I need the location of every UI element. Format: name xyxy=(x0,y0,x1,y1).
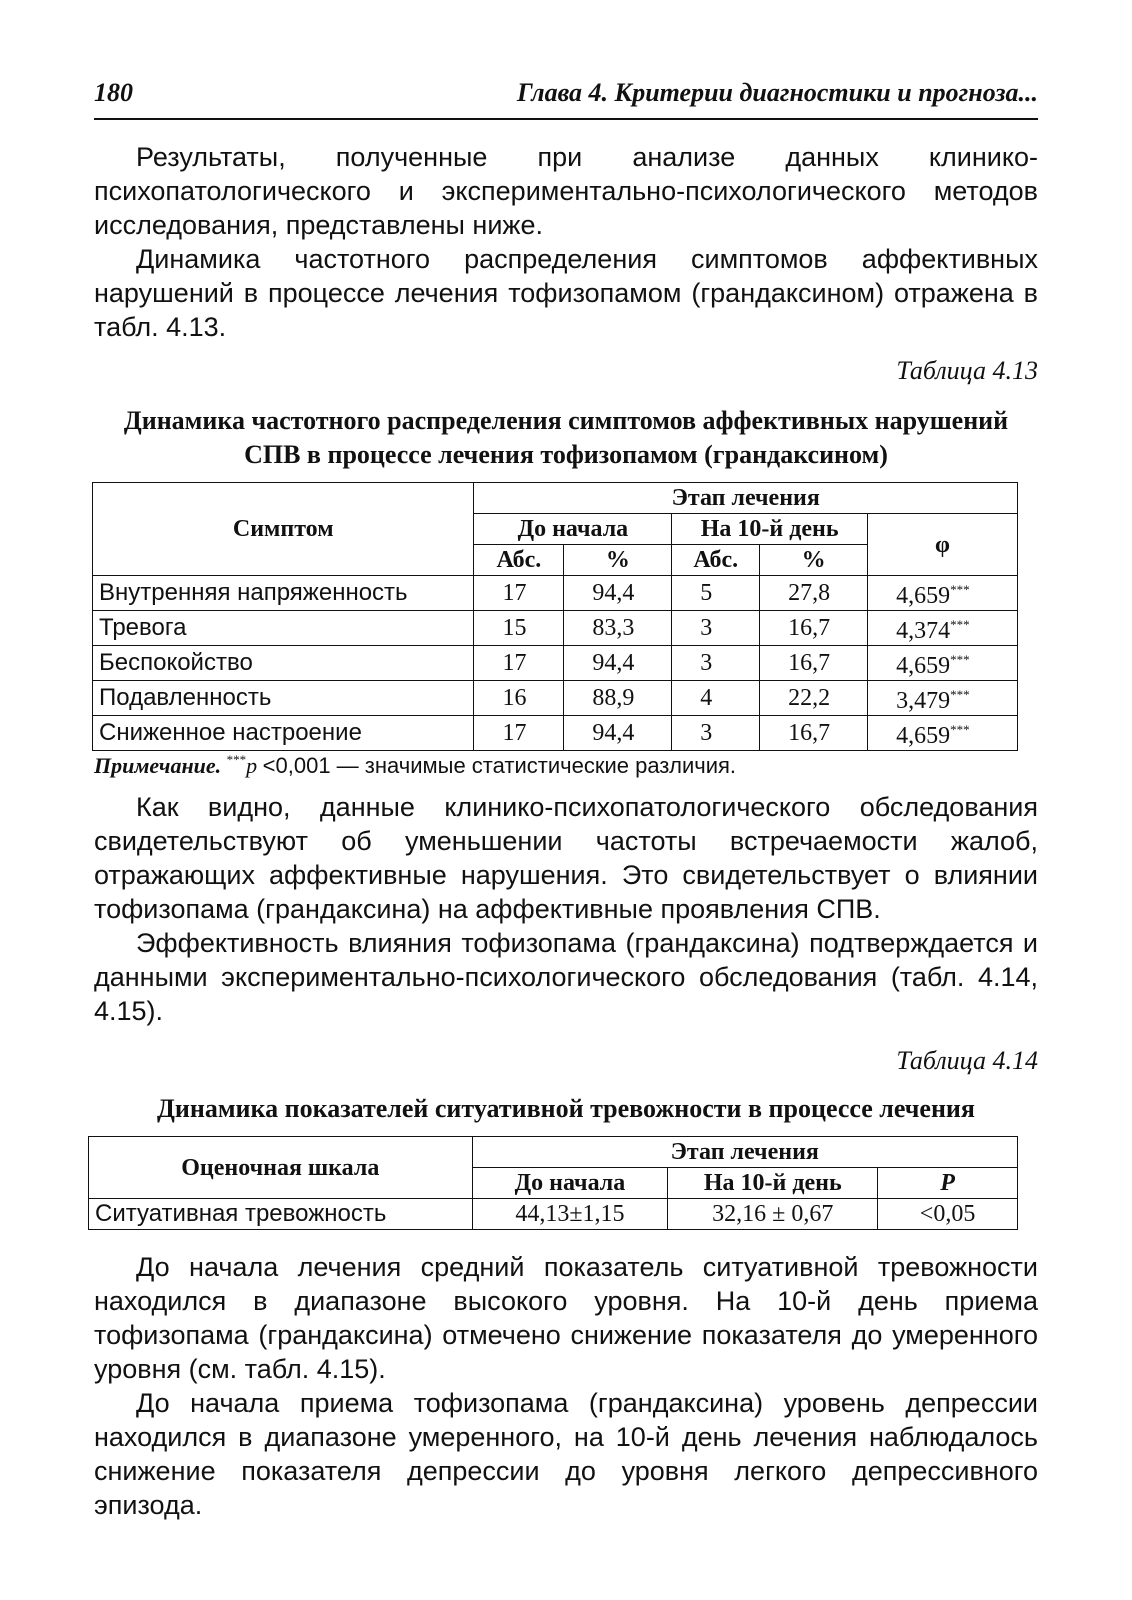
abs-day10-cell: 3 xyxy=(672,611,760,646)
header-before: До начала xyxy=(474,514,672,545)
table-4-14-caption: Таблица 4.14 xyxy=(896,1046,1038,1075)
phi-value: 4,659 xyxy=(896,723,951,749)
before-cell: 44,13±1,15 xyxy=(472,1199,668,1230)
phi-value: 3,479 xyxy=(896,688,951,714)
significance-mark: *** xyxy=(950,617,970,632)
pct-before-cell: 83,3 xyxy=(564,611,672,646)
abs-day10-cell: 4 xyxy=(672,681,760,716)
closing-text xyxy=(94,1250,1038,1522)
table-row xyxy=(93,681,1018,716)
note-p-symbol: p xyxy=(246,753,258,778)
table-4-13-caption: Таблица 4.13 xyxy=(896,356,1038,385)
pct-day10-cell: 22,2 xyxy=(760,681,868,716)
pct-before-cell: 88,9 xyxy=(564,681,672,716)
header-pct-before: % xyxy=(564,545,672,576)
header-day10: На 10-й день xyxy=(672,514,868,545)
header-day10: На 10-й день xyxy=(668,1168,878,1199)
significance-mark: *** xyxy=(950,722,970,737)
phi-cell xyxy=(868,716,1018,751)
abs-day10-cell: 3 xyxy=(672,646,760,681)
table-row xyxy=(93,611,1018,646)
table-row xyxy=(89,1199,1018,1230)
significance-mark: *** xyxy=(950,582,970,597)
table-4-14 xyxy=(88,1136,1018,1230)
header-abs-before: Абс. xyxy=(474,545,564,576)
symptom-cell: Подавленность xyxy=(93,681,474,716)
symptom-cell: Внутренняя напряженность xyxy=(93,576,474,611)
p-cell: <0,05 xyxy=(878,1199,1018,1230)
table-note xyxy=(94,752,736,779)
abs-before-cell: 15 xyxy=(474,611,564,646)
table-4-14-title: Динамика показателей ситуативной тревожности в процессе лечения xyxy=(157,1094,975,1123)
pct-before-cell: 94,4 xyxy=(564,576,672,611)
closing-paragraph-1: До начала лечения средний показатель ситуативной тревожности находился в диапазоне высокого уровня. На 10-й день приема тофизопама (грандаксина) отмечено снижение показателя до умеренного уровня (см. табл. 4.15). xyxy=(94,1252,1038,1384)
abs-day10-cell: 5 xyxy=(672,576,760,611)
table-row xyxy=(93,716,1018,751)
phi-cell xyxy=(868,681,1018,716)
intro-paragraph-2: Динамика частотного распределения симптомов аффективных нарушений в процессе лечения тофизопамом (грандаксином) отражена в табл. 4.13. xyxy=(94,244,1038,342)
header-scale: Оценочная шкала xyxy=(89,1137,473,1199)
phi-cell xyxy=(868,611,1018,646)
middle-text xyxy=(94,790,1038,1028)
header-abs-day10: Абс. xyxy=(672,545,760,576)
abs-before-cell: 17 xyxy=(474,646,564,681)
pct-day10-cell: 27,8 xyxy=(760,576,868,611)
abs-before-cell: 17 xyxy=(474,576,564,611)
pct-before-cell: 94,4 xyxy=(564,716,672,751)
pct-day10-cell: 16,7 xyxy=(760,611,868,646)
symptom-cell: Тревога xyxy=(93,611,474,646)
abs-before-cell: 17 xyxy=(474,716,564,751)
phi-value: 4,659 xyxy=(896,653,951,679)
note-text: <0,001 — значимые статистические различия. xyxy=(262,753,737,778)
middle-paragraph-1: Как видно, данные клинико-психопатологического обследования свидетельствуют об уменьшении частоты встречаемости жалоб, отражающих аффективные нарушения. Это свидетельствует о влиянии тофизопама (грандаксина) на аффективные проявления СПВ. xyxy=(94,792,1038,924)
abs-before-cell: 16 xyxy=(474,681,564,716)
pct-before-cell: 94,4 xyxy=(564,646,672,681)
intro-paragraph-1: Результаты, полученные при анализе данных клинико-психопатологического и экспериментально-психологического методов исследования, представлены ниже. xyxy=(94,142,1038,240)
running-title: Глава 4. Критерии диагностики и прогноза... xyxy=(516,78,1038,107)
pct-day10-cell: 16,7 xyxy=(760,716,868,751)
phi-cell xyxy=(868,646,1018,681)
middle-paragraph-2: Эффективность влияния тофизопама (грандаксина) подтверждается и данными экспериментально-психологического обследования (табл. 4.14, 4.15). xyxy=(94,928,1038,1026)
table-4-13-title xyxy=(94,404,1038,472)
abs-day10-cell: 3 xyxy=(672,716,760,751)
pct-day10-cell: 16,7 xyxy=(760,646,868,681)
header-symptom: Симптом xyxy=(93,483,474,576)
scale-cell: Ситуативная тревожность xyxy=(89,1199,473,1230)
page-number: 180 xyxy=(94,78,133,107)
day10-cell: 32,16 ± 0,67 xyxy=(668,1199,878,1230)
note-significance-mark: *** xyxy=(226,752,247,767)
header-stage: Этап лечения xyxy=(474,483,1018,514)
table-row xyxy=(93,576,1018,611)
header-before: До начала xyxy=(472,1168,668,1199)
symptom-cell: Беспокойство xyxy=(93,646,474,681)
table-4-13 xyxy=(92,482,1018,751)
header-stage: Этап лечения xyxy=(472,1137,1017,1168)
significance-mark: *** xyxy=(950,652,970,667)
phi-value: 4,659 xyxy=(896,583,951,609)
phi-cell xyxy=(868,576,1018,611)
header-p: P xyxy=(878,1168,1018,1199)
running-head xyxy=(94,78,1038,120)
table-4-13-title-line-2: СПВ в процессе лечения тофизопамом (грандаксином) xyxy=(244,440,888,469)
intro-text xyxy=(94,140,1038,344)
table-row xyxy=(93,646,1018,681)
table-4-13-title-line-1: Динамика частотного распределения симптомов аффективных нарушений xyxy=(123,406,1009,435)
closing-paragraph-2: До начала приема тофизопама (грандаксина) уровень депрессии находился в диапазоне умеренного, на 10-й день лечения наблюдалось снижение показателя депрессии до уровня легкого депрессивного эпизода. xyxy=(94,1388,1038,1520)
phi-value: 4,374 xyxy=(896,618,951,644)
symptom-cell: Сниженное настроение xyxy=(93,716,474,751)
note-label: Примечание. xyxy=(94,753,222,778)
header-pct-day10: % xyxy=(760,545,868,576)
significance-mark: *** xyxy=(950,687,970,702)
header-phi: φ xyxy=(868,514,1018,576)
